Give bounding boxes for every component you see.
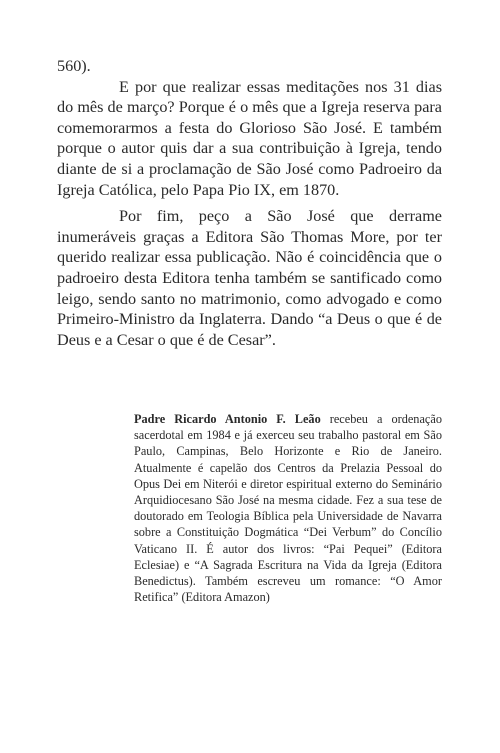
paragraph-closing: Por fim, peço a São José que derrame inumeráveis graças a Editora São Thomas More, por ter querido realizar essa publicação. Não é coincidência que o padroeiro desta Editora tenha também se santificado como leigo, sendo santo no matrimonio, como advogado e como Primeiro-Ministro da Inglaterra. Dando “a Deus o que é de Deus e a Cesar o que é de Cesar”. [57, 207, 442, 349]
paragraph-continuation: 560). [57, 57, 91, 75]
main-text [57, 56, 442, 350]
author-bio [134, 411, 442, 605]
author-name: Padre Ricardo Antonio F. Leão [134, 412, 321, 426]
author-bio-text: recebeu a ordenação sacerdotal em 1984 e já exerceu seu trabalho pastoral em São Paulo, Campinas, Belo Horizonte e Rio de Janeiro. Atualmente é capelão dos Centros da Prelazia Pessoal do Opus Dei em Niterói e diretor espiritual externo do Seminário Arquidiocesano São José na mesma cidade. Fez a sua tese de doutorado em Teologia Bíblica pela Universidade de Navarra sobre a Constituição Dogmática “Dei Verbum” do Concílio Vaticano II. É autor dos livros: “Pai Pequei” (Editora Eclesiae) e “A Sagrada Escritura na Vida da Igreja (Editora Benedictus). Também escreveu um romance: “O Amor Retifica” (Editora Amazon) [134, 412, 442, 605]
paragraph-meditations: E por que realizar essas meditações nos 31 dias do mês de março? Porque é o mês que a Igreja reserva para comemorarmos a festa do Glorioso São José. E também porque o autor quis dar a sua contribuição à Igreja, tendo diante de si a proclamação de São José como Padroeiro da Igreja Católica, pelo Papa Pio IX, em 1870. [57, 77, 442, 199]
